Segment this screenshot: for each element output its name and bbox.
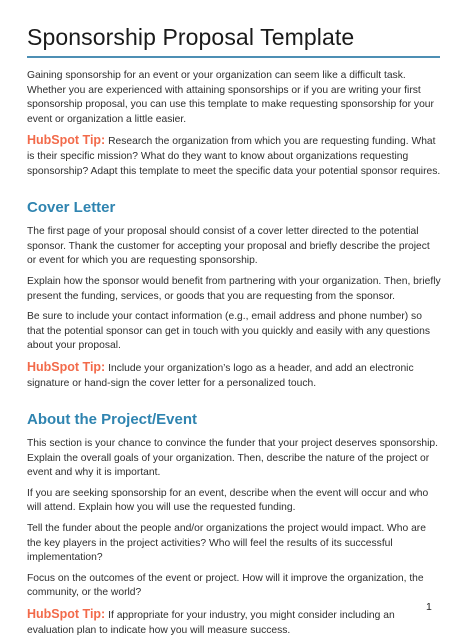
title-divider: [27, 56, 440, 58]
section-heading-cover-letter: Cover Letter: [27, 199, 116, 217]
tip-label: HubSpot Tip:: [27, 359, 106, 374]
document-body: [27, 69, 441, 644]
intro-paragraph: Gaining sponsorship for an event or your organization can seem like a difficult task. Whether you are experienced with attaining sponsorships or if you are writing your first sponsorship proposal, you can use this template to make requesting sponsorship for your event or organization a little easier.: [27, 70, 434, 125]
tip-label: HubSpot Tip:: [27, 133, 106, 148]
about-paragraph: Tell the funder about the people and/or organizations the project would impact. Who are the key players in the project activities? Who will feel the results of its successful implementation?: [27, 523, 426, 564]
intro-tip: [27, 133, 441, 179]
tip-text: Include your organization’s logo as a header, and add an electronic signature or hand-sign the cover letter for a personalized touch.: [27, 362, 414, 389]
about-tip: [27, 607, 441, 638]
cover-letter-paragraph: Explain how the sponsor would benefit from partnering with your organization. Then, briefly present the funding, services, or goods that you are requesting from the sponsor.: [27, 275, 441, 302]
cover-letter-tip: [27, 360, 441, 391]
about-paragraph: This section is your chance to convince the funder that your project deserves sponsorship. Explain the overall goals of your organization. Then, describe the nature of the project or event and why it is important.: [27, 438, 438, 479]
cover-letter-paragraph: Be sure to include your contact information (e.g., email address and phone number) so that the potential sponsor can get in touch with you quickly and easily with any questions about your proposal.: [27, 311, 430, 352]
page-title: Sponsorship Proposal Template: [27, 24, 355, 50]
section-heading-about: About the Project/Event: [27, 411, 198, 429]
tip-text: If appropriate for your industry, you might consider including an evaluation plan to indicate how you will measure success.: [27, 610, 395, 636]
tip-text: Research the organization from which you are requesting funding. What is their specific mission? What do they want to know about organizations requesting sponsorship? Adapt this template to meet the specific data your potential sponsor requires.: [27, 136, 441, 177]
about-paragraph: If you are seeking sponsorship for an event, describe when the event will occur and who will attend. Explain how you will use the requested funding.: [27, 487, 429, 514]
tip-label: HubSpot Tip:: [27, 607, 106, 622]
about-paragraph: Focus on the outcomes of the event or project. How will it improve the organization, the community, or the world?: [27, 572, 424, 599]
page-number: 1: [426, 601, 432, 613]
cover-letter-paragraph: The first page of your proposal should consist of a cover letter directed to the potential sponsor. Thank the customer for accepting your proposal and briefly describe the project or event for which you are requesting sponsorship.: [27, 226, 430, 267]
